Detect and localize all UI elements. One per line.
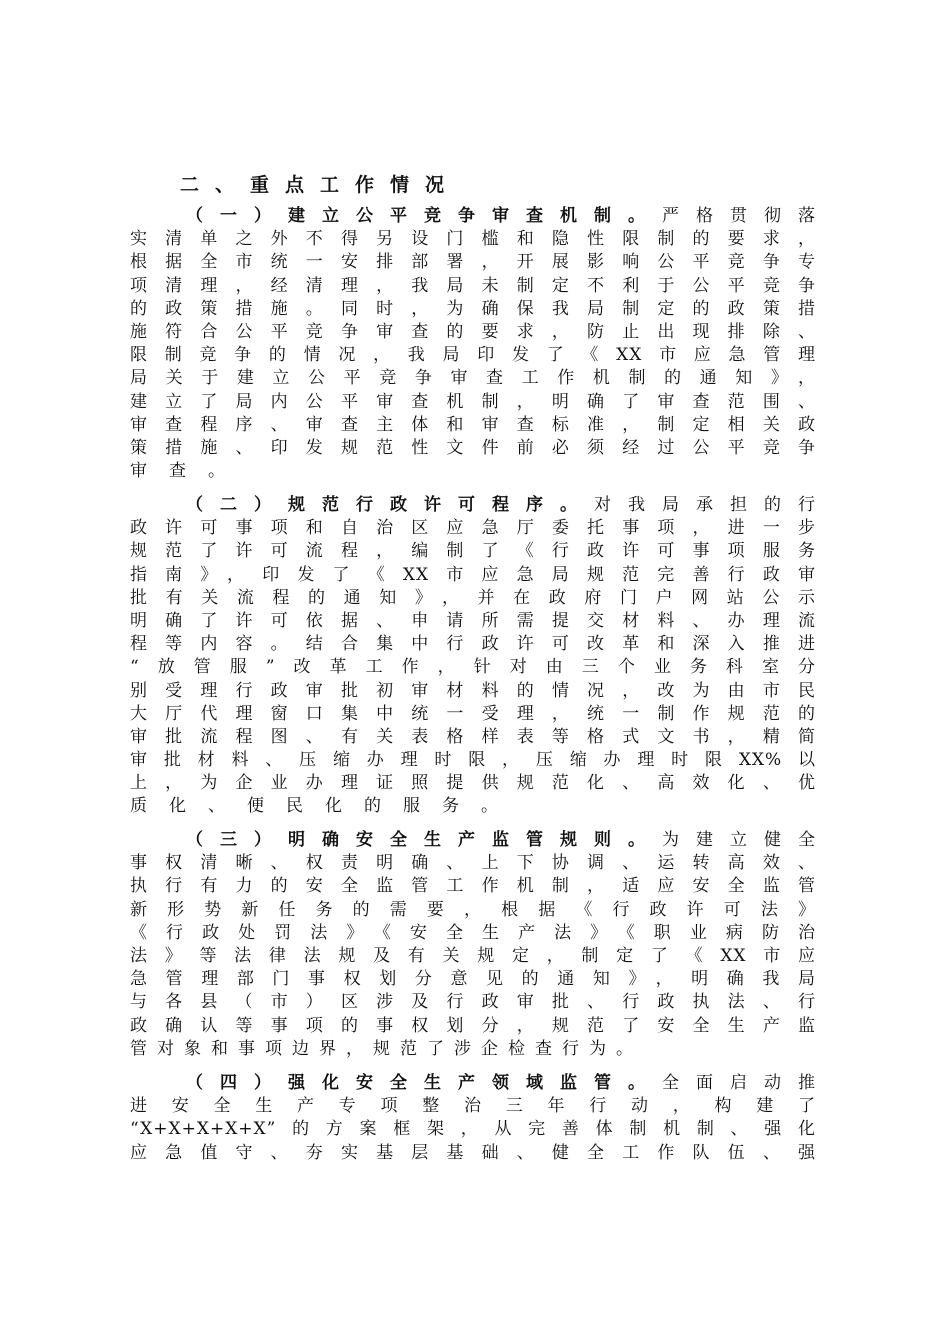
paragraph-line: 大厅代理窗口集中统一受理，统一制作规范的: [130, 703, 816, 724]
paragraph-line: （二）规范行政许可程序。对我局承担的行: [186, 495, 816, 515]
paragraph-line: 与各县（市）区涉及行政审批、行政执法、行: [130, 992, 816, 1013]
paragraph-line: 策措施、印发规范性文件前必须经过公平竞争: [130, 437, 816, 458]
paragraph-line: 执行有力的安全监管工作机制，适应安全监管: [130, 876, 816, 897]
section-heading: 二、重点工作情况: [180, 174, 461, 196]
paragraph-line: 事权清晰、权责明确、上下协调、运转高效、: [130, 853, 816, 874]
paragraph-title: （二）规范行政许可程序。: [186, 495, 594, 515]
paragraph-line: 项清理，经清理，我局未制定不利于公平竞争: [130, 275, 816, 296]
paragraph-line: 明确了许可依据、申请所需提交材料、办理流: [130, 610, 816, 631]
paragraph-line: 《行政处罚法》《安全生产法》《职业病防治: [130, 922, 816, 943]
paragraph-line: （一）建立公平竞争审查机制。严格贯彻落: [186, 206, 816, 226]
paragraph-line: 审批流程图、有关表格样表等格式文书，精简: [130, 726, 816, 747]
paragraph-title: （一）建立公平竞争审查机制。: [186, 206, 662, 226]
paragraph-line: 根据全市统一安排部署，开展影响公平竞争专: [130, 252, 816, 273]
paragraph-line: 政确认等事项的事权划分，规范了安全生产监: [130, 1015, 816, 1036]
paragraph-line: 程等内容。结合集中行政许可改革和深入推进: [130, 634, 816, 655]
paragraph-line: 实清单之外不得另设门槛和隐性限制的要求，: [130, 229, 816, 250]
paragraph-line: （四）强化安全生产领域监管。全面启动推: [186, 1073, 816, 1093]
paragraph-4: [130, 1072, 816, 1165]
paragraph-line: 规范了许可流程，编制了《行政许可事项服务: [130, 541, 816, 562]
paragraph-3: [130, 829, 816, 1061]
paragraph-line: 限制竞争的情况，我局印发了《XX市应急管理: [130, 345, 816, 366]
paragraph-line: 应急值守、夯实基层基础、健全工作队伍、强: [130, 1142, 816, 1163]
paragraph-line: 别受理行政审批初审材料的情况，改为由市民: [130, 680, 816, 701]
paragraph-line: 的政策措施。同时，为确保我局制定的政策措: [130, 298, 816, 319]
paragraph-line: “放管服”改革工作，针对由三个业务科室分: [130, 657, 816, 678]
paragraph-line: 急管理部门事权划分意见的通知》，明确我局: [130, 969, 816, 990]
paragraph-2: [130, 494, 816, 819]
paragraph-line: 法》等法律法规及有关规定，制定了《XX市应: [130, 945, 816, 966]
paragraph-line: 局关于建立公平竞争审查工作机制的通知》，: [130, 368, 816, 389]
paragraph-line: 进安全生产专项整治三年行动，构建了: [130, 1096, 816, 1117]
paragraph-line: 审查。: [130, 461, 247, 482]
paragraph-line: 审批材料、压缩办理时限，压缩办理时限XX%以: [130, 750, 816, 771]
paragraph-line: 新形势新任务的需要，根据《行政许可法》: [130, 899, 816, 920]
paragraph-line: （三）明确安全生产监管规则。为建立健全: [186, 830, 816, 850]
paragraph-line: 管对象和事项边界，规范了涉企检查行为。: [130, 1038, 643, 1059]
paragraph-line: 指南》，印发了《XX市应急局规范完善行政审: [130, 564, 816, 585]
paragraph-line: 质化、便民化的服务。: [130, 796, 520, 817]
paragraph-line: 施符合公平竞争审查的要求，防止出现排除、: [130, 321, 816, 342]
paragraph-line: 审查程序、审查主体和审查标准，制定相关政: [130, 414, 816, 435]
paragraph-line: 上，为企业办理证照提供规范化、高效化、优: [130, 773, 816, 794]
paragraph-line: 批有关流程的通知》，并在政府门户网站公示: [130, 587, 816, 608]
paragraph-line: 政许可事项和自治区应急厅委托事项，进一步: [130, 518, 816, 539]
paragraph-title: （四）强化安全生产领域监管。: [186, 1073, 662, 1093]
paragraph-line: 建立了局内公平审查机制，明确了审查范围、: [130, 391, 816, 412]
paragraph-1: [130, 205, 816, 483]
paragraph-line: “X+X+X+X+X”的方案框架，从完善体制机制、强化: [130, 1119, 816, 1140]
paragraph-title: （三）明确安全生产监管规则。: [186, 830, 662, 850]
